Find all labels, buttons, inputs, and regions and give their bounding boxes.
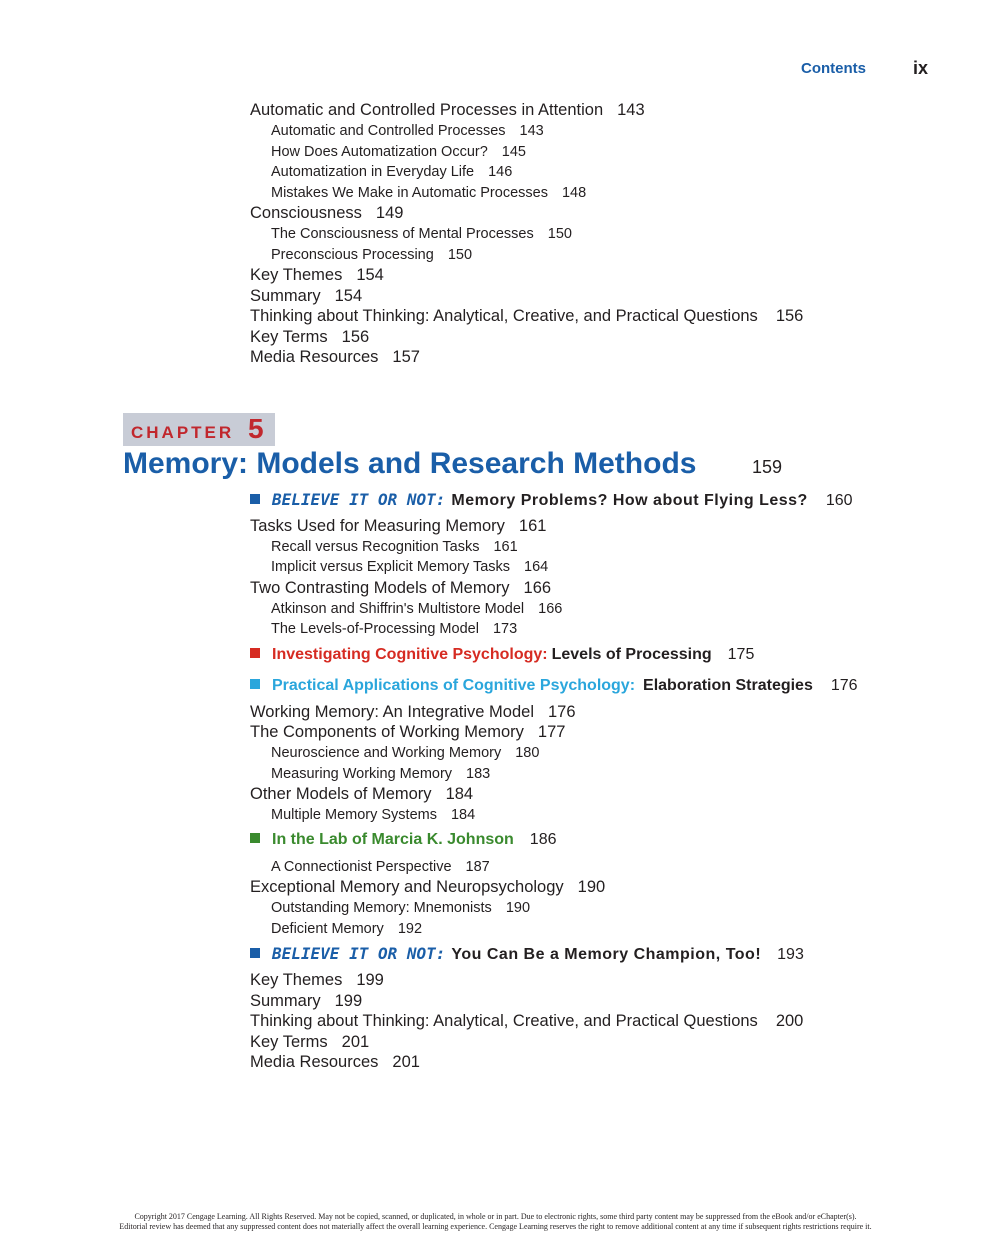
- toc-entry[interactable]: Other Models of Memory 184: [250, 785, 474, 803]
- toc-entry[interactable]: Automatization in Everyday Life 146: [271, 164, 513, 180]
- believe-it-or-not-feature[interactable]: BELIEVE IT OR NOT: You Can Be a Memory Champion, Too! 193: [250, 944, 804, 964]
- chapter-title[interactable]: Memory: Models and Research Methods: [123, 447, 697, 480]
- toc-entry[interactable]: Measuring Working Memory 183: [271, 766, 491, 782]
- toc-entry[interactable]: Neuroscience and Working Memory 180: [271, 745, 540, 761]
- square-bullet-icon: [250, 679, 260, 689]
- toc-entry[interactable]: Media Resources 201: [250, 1053, 420, 1071]
- chapter-page: 159: [752, 457, 783, 477]
- square-bullet-icon: [250, 948, 260, 958]
- toc-entry[interactable]: Summary 199: [250, 992, 363, 1010]
- toc-entry[interactable]: Working Memory: An Integrative Model 176: [250, 703, 576, 721]
- toc-entry[interactable]: Media Resources 157: [250, 348, 420, 366]
- square-bullet-icon: [250, 648, 260, 658]
- toc-entry[interactable]: Key Themes 154: [250, 266, 384, 284]
- toc-entry[interactable]: Automatic and Controlled Processes in Attention 143: [250, 101, 645, 119]
- toc-entry[interactable]: The Components of Working Memory 177: [250, 723, 566, 741]
- page-number: ix: [913, 58, 929, 78]
- toc-entry[interactable]: Key Terms 156: [250, 328, 370, 346]
- toc-entry[interactable]: Atkinson and Shiffrin's Multistore Model 166: [271, 601, 563, 617]
- practical-applications-feature[interactable]: Practical Applications of Cognitive Psychology: Elaboration Strategies 176: [250, 677, 858, 695]
- chapter-word: CHAPTER: [131, 423, 235, 442]
- toc-entry[interactable]: How Does Automatization Occur? 145: [271, 144, 526, 160]
- toc-entry[interactable]: Thinking about Thinking: Analytical, Creative, and Practical Questions 200: [250, 1012, 804, 1030]
- toc-entry[interactable]: Deficient Memory 192: [271, 921, 423, 937]
- copyright-line-2: Editorial review has deemed that any suppressed content does not materially affect the overall learning experience. Cengage Learning reserves the right to remove additional content at any time if subsequent rights restrictions require it.: [119, 1222, 872, 1231]
- toc-entry[interactable]: Mistakes We Make in Automatic Processes 148: [271, 185, 587, 201]
- toc-entry[interactable]: Preconscious Processing 150: [271, 247, 473, 263]
- toc-entry[interactable]: Multiple Memory Systems 184: [271, 807, 476, 823]
- toc-entry[interactable]: The Levels-of-Processing Model 173: [271, 621, 518, 637]
- toc-entry[interactable]: Key Terms 201: [250, 1033, 370, 1051]
- toc-entry[interactable]: Exceptional Memory and Neuropsychology 190: [250, 878, 606, 896]
- toc-entry[interactable]: Outstanding Memory: Mnemonists 190: [271, 900, 531, 916]
- investigating-feature[interactable]: Investigating Cognitive Psychology: Levels of Processing 175: [250, 646, 754, 664]
- toc-entry[interactable]: Tasks Used for Measuring Memory 161: [250, 517, 547, 535]
- toc-entry[interactable]: The Consciousness of Mental Processes 150: [271, 226, 572, 242]
- square-bullet-icon: [250, 494, 260, 504]
- running-header: [0, 60, 991, 84]
- toc-entry[interactable]: Key Themes 199: [250, 971, 384, 989]
- running-header-label: Contents: [801, 60, 866, 77]
- toc-entry[interactable]: Thinking about Thinking: Analytical, Creative, and Practical Questions 156: [250, 307, 804, 325]
- toc-entry[interactable]: Automatic and Controlled Processes 143: [271, 123, 544, 139]
- square-bullet-icon: [250, 833, 260, 843]
- in-the-lab-feature[interactable]: In the Lab of Marcia K. Johnson 186: [250, 831, 557, 849]
- toc-entry[interactable]: Recall versus Recognition Tasks 161: [271, 539, 518, 555]
- toc-entry[interactable]: Consciousness 149: [250, 204, 404, 222]
- toc-entry[interactable]: Two Contrasting Models of Memory 166: [250, 579, 552, 597]
- toc-entry[interactable]: A Connectionist Perspective 187: [271, 859, 490, 875]
- toc-entry[interactable]: Summary 154: [250, 287, 363, 305]
- chapter-number: 5: [248, 413, 264, 444]
- copyright-footer: [0, 1212, 991, 1232]
- toc-entry[interactable]: Implicit versus Explicit Memory Tasks 164: [271, 559, 549, 575]
- copyright-line-1: Copyright 2017 Cengage Learning. All Rights Reserved. May not be copied, scanned, or duplicated, in whole or in part. Due to electronic rights, some third party content may be suppressed from the eBook and/or eChapter(s).: [134, 1212, 857, 1221]
- chapter-label-box: [123, 413, 275, 446]
- believe-it-or-not-feature[interactable]: BELIEVE IT OR NOT: Memory Problems? How about Flying Less? 160: [250, 490, 853, 510]
